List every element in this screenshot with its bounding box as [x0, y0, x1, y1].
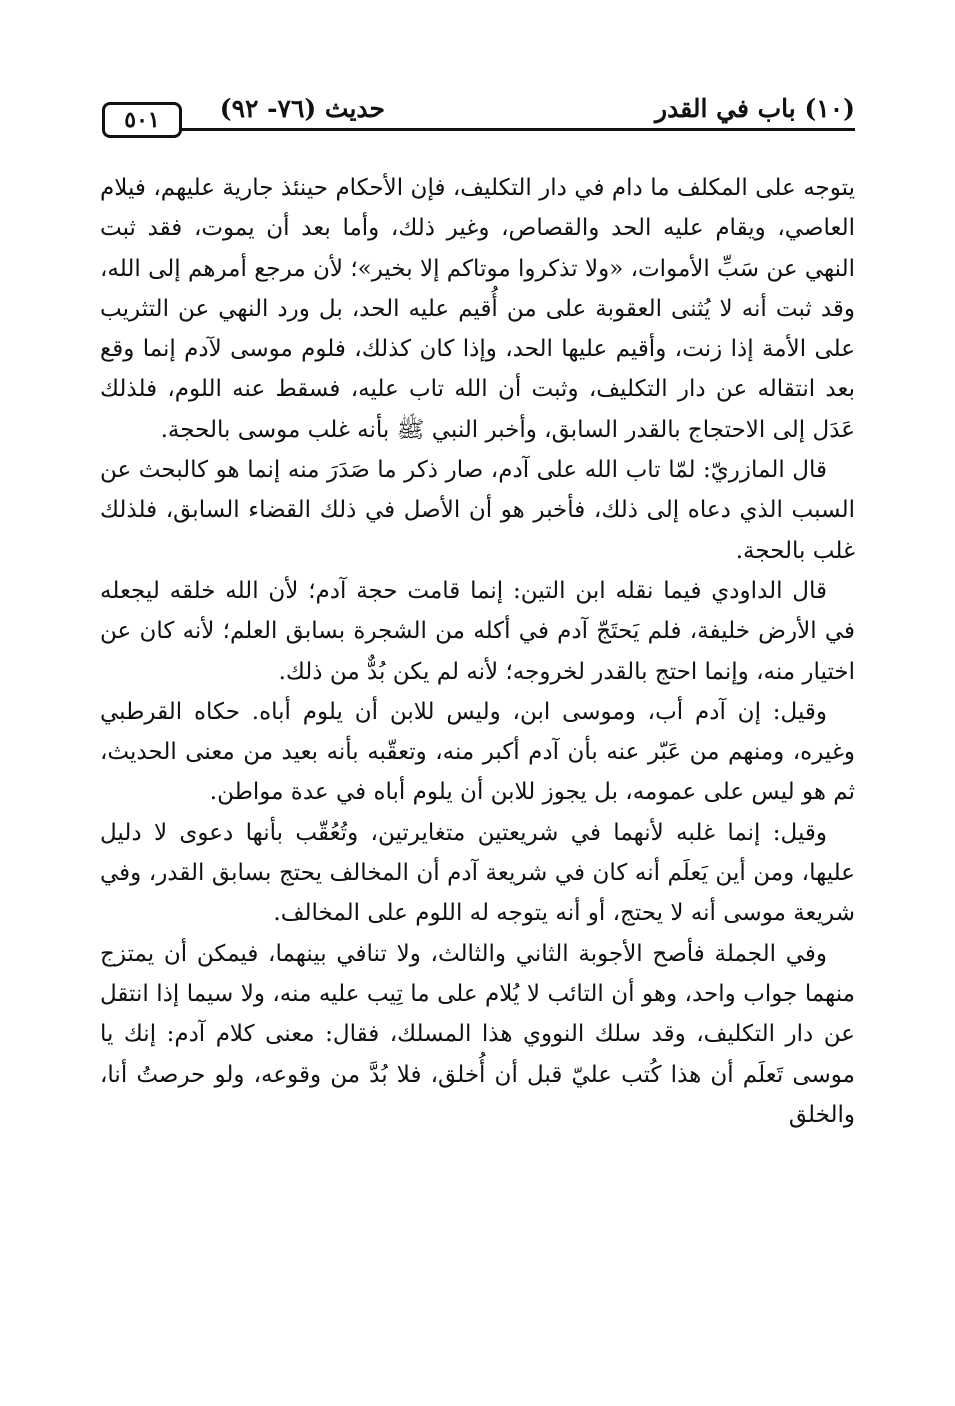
paragraph: قال المازريّ: لمّا تاب الله على آدم، صار ذكر ما صَدَرَ منه إنما هو كالبحث عن السبب الذي دعاه إلى ذلك، فأخبر هو أن الأصل في ذلك القضاء السابق، فلذلك غلب بالحجة.: [100, 457, 855, 564]
chapter-title: (١٠) باب في القدر: [655, 94, 855, 123]
page-number: ٥٠١: [102, 102, 182, 138]
hadith-range: حديث (٧٦- ٩٢): [219, 94, 385, 123]
paragraph: وقيل: إن آدم أب، وموسى ابن، وليس للابن أن يلوم أباه. حكاه القرطبي وغيره، ومنهم من عَبّر عنه بأن آدم أكبر منه، وتعقّبه بأنه بعيد من معنى الحديث، ثم هو ليس على عمومه، بل يجوز للابن أن يلوم أباه في عدة مواطن.: [100, 698, 855, 806]
page-header: [100, 88, 855, 134]
page-body: [100, 168, 855, 1135]
paragraph: قال الداودي فيما نقله ابن التين: إنما قامت حجة آدم؛ لأن الله خلقه ليجعله في الأرض خليفة، فلم يَحتَجّ آدم في أكله من الشجرة بسابق العلم؛ لأنه كان عن اختيار منه، وإنما احتج بالقدر لخروجه؛ لأنه لم يكن بُدٌّ من ذلك.: [100, 577, 855, 685]
paragraph: وفي الجملة فأصح الأجوبة الثاني والثالث، ولا تنافي بينهما، فيمكن أن يمتزج منهما جواب واحد، وهو أن التائب لا يُلام على ما تِيب عليه منه، ولا سيما إذا انتقل عن دار التكليف، وقد سلك النووي هذا المسلك، فقال: معنى كلام آدم: إنك يا موسى تَعلَم أن هذا كُتب عليّ قبل أن أُخلق، فلا بُدَّ من وقوعه، ولو حرصتُ أنا، والخلق: [100, 940, 855, 1128]
header-rule: [180, 128, 855, 131]
paragraph: وقيل: إنما غلبه لأنهما في شريعتين متغايرتين، وتُعُقّب بأنها دعوى لا دليل عليها، ومن أين يَعلَم أنه كان في شريعة آدم أن المخالف يحتج بسابق القدر، وفي شريعة موسى أنه لا يحتج، أو أنه يتوجه له اللوم على المخالف.: [100, 819, 855, 927]
paragraph: يتوجه على المكلف ما دام في دار التكليف، فإن الأحكام حينئذ جارية عليهم، فيلام العاصي، ويقام عليه الحد والقصاص، وغير ذلك، وأما بعد أن يموت، فقد ثبت النهي عن سَبِّ الأموات، «ولا تذكروا موتاكم إلا بخير»؛ لأن مرجع أمرهم إلى الله، وقد ثبت أنه لا يُثنى العقوبة على من أُقيم عليه الحد، بل ورد النهي عن التثريب على الأمة إذا زنت، وأقيم عليها الحد، وإذا كان كذلك، فلوم موسى لآدم إنما وقع بعد انتقاله عن دار التكليف، وثبت أن الله تاب عليه، فسقط عنه اللوم، فلذلك عَدَل إلى الاحتجاج بالقدر السابق، وأخبر النبي ﷺ بأنه غلب موسى بالحجة.: [100, 175, 855, 443]
